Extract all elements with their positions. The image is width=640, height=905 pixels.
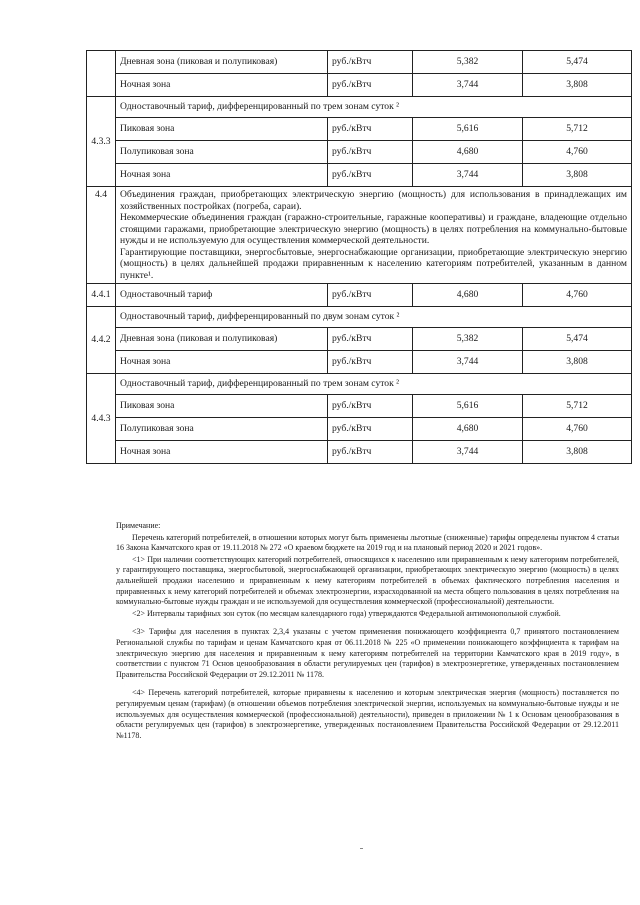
tariff-name: Пиковая зона: [116, 118, 328, 141]
unit-cell: руб./кВтч: [328, 164, 413, 187]
unit-cell: руб./кВтч: [328, 51, 413, 74]
notes-heading: Примечание:: [116, 521, 161, 530]
category-description: [116, 187, 632, 284]
table-row: [87, 284, 632, 307]
table-row: [87, 118, 632, 141]
row-number: 4.4: [87, 187, 116, 284]
description-paragraph: Объединения граждан, приобретающих электрическую энергию (мощность) для использования в принадлежащих им хозяйственных постройках (погреба, сараи).: [120, 189, 627, 212]
table-row: [87, 187, 632, 284]
tariff-group-title: Одноставочный тариф, дифференцированный по трем зонам суток ²: [116, 374, 632, 395]
table-row: [87, 51, 632, 74]
unit-cell: руб./кВтч: [328, 328, 413, 351]
note-paragraph: <4> Перечень категорий потребителей, которые приравнены к населению и которым электрическая энергия (мощность) поставляется по регулируемым ценам (тарифам) (в отношении объемов потребления электрической энергии, используемых на коммунально-бытовые нужды и не используемых для осуществления коммерческой (профессиональной) деятельности), приведен в приложении № 1 к Основам ценообразования в области регулируемых цен (тарифов) в электроэнергетике, утвержденных постановлением Правительства Российской Федерации от 29.12.2011 №1178.: [116, 688, 619, 740]
tariff-name: Полупиковая зона: [116, 418, 328, 441]
value-second-half: 3,808: [523, 164, 632, 187]
table-row: [87, 351, 632, 374]
value-second-half: 4,760: [523, 141, 632, 164]
value-first-half: 5,616: [413, 395, 523, 418]
table-row: [87, 307, 632, 328]
note-paragraph: Перечень категорий потребителей, в отношении которых могут быть применены льготные (сниженные) тарифы определены пунктом 4 статьи 16 Закона Камчатского края от 19.11.2018 № 272 «О краевом бюджете на 2019 год и на плановый период 2020 и 2021 годов».: [116, 532, 619, 553]
unit-cell: руб./кВтч: [328, 141, 413, 164]
tariff-name: Ночная зона: [116, 164, 328, 187]
row-number: 4.4.1: [87, 284, 116, 307]
tariff-name: Ночная зона: [116, 74, 328, 97]
unit-cell: руб./кВтч: [328, 118, 413, 141]
value-second-half: 5,474: [523, 51, 632, 74]
description-paragraph: Гарантирующие поставщики, энергосбытовые, энергоснабжающие организации, приобретающие электрическую энергию (мощность) в целях дальнейшей продажи приравненным к населению категориям потребителей, указанным в данном пункте¹.: [120, 246, 627, 281]
unit-cell: руб./кВтч: [328, 351, 413, 374]
note-paragraph: <1> При наличии соответствующих категорий потребителей, относящихся к населению или приравненным к нему категориям потребителей, у гарантирующего поставщика, энергосбытовой, энергоснабжающей организации, приобретающих электрическую энергию (мощность) в целях дальнейшей продажи населению и приравненным к нему категориям потребителей в объемах фактического потребления населения и приравненных к нему категорий потребителей и объемах электроэнергии, израсходованной на места общего пользования в целях потребления на коммунально-бытовые нужды граждан и не используемой для осуществления коммерческой (профессиональной) деятельности.: [116, 554, 619, 607]
value-first-half: 3,744: [413, 441, 523, 464]
table-row: [87, 164, 632, 187]
tariff-name: Дневная зона (пиковая и полупиковая): [116, 51, 328, 74]
table-row: [87, 395, 632, 418]
row-number: 4.3.3: [87, 97, 116, 187]
unit-cell: руб./кВтч: [328, 395, 413, 418]
value-second-half: 5,712: [523, 118, 632, 141]
value-second-half: 4,760: [523, 418, 632, 441]
row-number: 4.4.2: [87, 307, 116, 374]
table-row: [87, 328, 632, 351]
description-paragraph: Некоммерческие объединения граждан (гаражно-строительные, гаражные кооперативы) и граждане, владеющие отдельно стоящими гаражами, приобретающие электрическую энергию (мощность) в целях потребления на коммунально-бытовые нужды и не используемую для осуществления коммерческой деятельности.: [120, 212, 627, 246]
table-row: [87, 97, 632, 118]
table-row: [87, 141, 632, 164]
row-number: 4.4.3: [87, 374, 116, 464]
value-second-half: 3,808: [523, 441, 632, 464]
tariff-name: Ночная зона: [116, 351, 328, 374]
tariff-name: Ночная зона: [116, 441, 328, 464]
value-second-half: 4,760: [523, 284, 632, 307]
value-first-half: 5,382: [413, 51, 523, 74]
table-row: [87, 441, 632, 464]
unit-cell: руб./кВтч: [328, 74, 413, 97]
value-first-half: 4,680: [413, 418, 523, 441]
unit-cell: руб./кВтч: [328, 418, 413, 441]
tariff-group-title: Одноставочный тариф, дифференцированный по трем зонам суток ²: [116, 97, 632, 118]
table-row: [87, 74, 632, 97]
value-first-half: 5,382: [413, 328, 523, 351]
value-first-half: 3,744: [413, 351, 523, 374]
tariff-name: Полупиковая зона: [116, 141, 328, 164]
scan-speck: [360, 848, 363, 849]
row-number-cell: [87, 51, 116, 97]
unit-cell: руб./кВтч: [328, 441, 413, 464]
note-paragraph: <2> Интервалы тарифных зон суток (по месяцам календарного года) утверждаются Федеральной антимонопольной службой.: [132, 608, 561, 618]
tariff-table-body: [87, 51, 632, 464]
notes-section: [116, 521, 619, 742]
value-second-half: 5,474: [523, 328, 632, 351]
tariff-group-title: Одноставочный тариф, дифференцированный по двум зонам суток ²: [116, 307, 632, 328]
value-second-half: 3,808: [523, 74, 632, 97]
value-first-half: 4,680: [413, 284, 523, 307]
value-second-half: 5,712: [523, 395, 632, 418]
tariff-table: [86, 50, 632, 464]
note-paragraph: <3> Тарифы для населения в пунктах 2,3,4 указаны с учетом применения понижающего коэффициента 0,7 принятого постановлением Региональной службы по тарифам и ценам Камчатского края от 06.11.2018 № 225 «О применении понижающего коэффициента к тарифам на электрическую энергию для населения и приравненным к нему категориям потребителей на территории Камчатского края в 2019 году», в соответствии с пунктом 71 Основ ценообразования в области регулируемых цен (тарифов) в электроэнергетике, утвержденных постановлением Правительства Российской Федерации от 29.12.2011 № 1178.: [116, 627, 619, 679]
value-first-half: 4,680: [413, 141, 523, 164]
value-second-half: 3,808: [523, 351, 632, 374]
tariff-name: Дневная зона (пиковая и полупиковая): [116, 328, 328, 351]
table-row: [87, 374, 632, 395]
value-first-half: 3,744: [413, 74, 523, 97]
tariff-name: Пиковая зона: [116, 395, 328, 418]
value-first-half: 3,744: [413, 164, 523, 187]
tariff-name: Одноставочный тариф: [116, 284, 328, 307]
value-first-half: 5,616: [413, 118, 523, 141]
unit-cell: руб./кВтч: [328, 284, 413, 307]
table-row: [87, 418, 632, 441]
